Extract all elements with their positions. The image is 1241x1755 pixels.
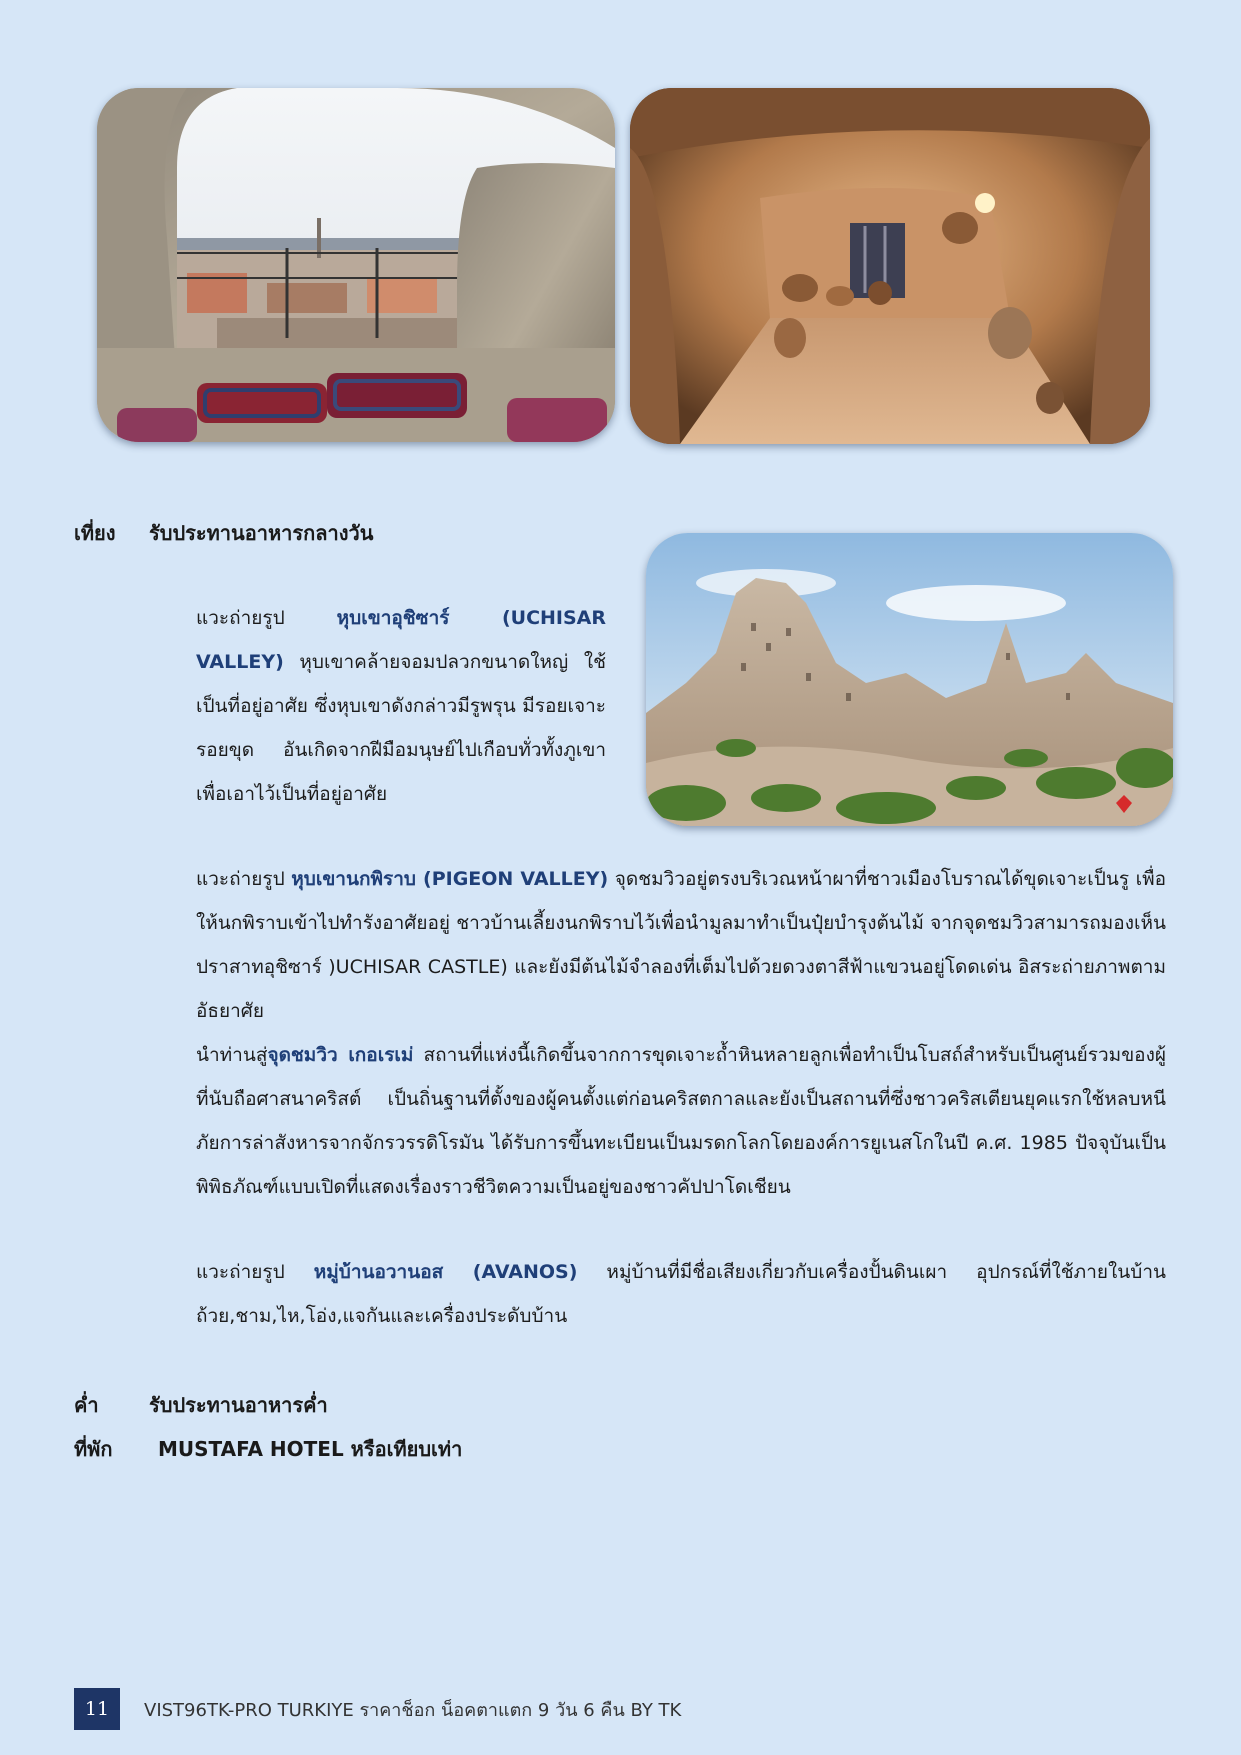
avanos-text: หมู่บ้านที่มีชื่อเสียงเกี่ยวกับเครื่องปั้นดินเผา อุปกรณ์ที่ใช้ภายในบ้าน ถ้วย,ชาม,ไห,โอ่ง,แจกันและเครื่องประดับบ้าน: [196, 1261, 1166, 1327]
goreme-intro: นำท่านสู่: [196, 1044, 268, 1066]
dinner-label: ค่ำ: [74, 1393, 99, 1417]
goreme-paragraph: [196, 1033, 1166, 1209]
uchisar-name: หุบเขาอุชิซาร์ (UCHISAR VALLEY): [196, 607, 606, 673]
lunch-label: เที่ยง: [74, 521, 116, 545]
uchisar-intro: แวะถ่ายรูป: [196, 607, 285, 629]
lunch-value: รับประทานอาหารกลางวัน: [149, 521, 374, 545]
uchisar-valley-paragraph: [196, 596, 606, 816]
cave-window-photo: [97, 88, 615, 442]
uchisar-text: หุบเขาคล้ายจอมปลวกขนาดใหญ่ ใช้เป็นที่อยู่อาศัย ซึ่งหุบเขาดังกล่าวมีรูพรุน มีรอยเจาะ รอยขุด อันเกิดจากฝีมือมนุษย์ไปเกือบทั่วทั้งภูเขา เพื่อเอาไว้เป็นที่อยู่อาศัย: [196, 651, 606, 805]
dinner-row: [74, 1389, 328, 1421]
hotel-row: [74, 1433, 463, 1465]
pigeon-text: จุดชมวิวอยู่ตรงบริเวณหน้าผาที่ชาวเมืองโบราณได้ขุดเจาะเป็นรู เพื่อให้นกพิราบเข้าไปทำรังอาศัยอยู่ ชาวบ้านเลี้ยงนกพิราบไว้เพื่อนำมูลมาทำเป็นปุ๋ยบำรุงต้นไม้ จากจุดชมวิวสามารถมองเห็นปราสาทอุชิซาร์ )UCHISAR CASTLE) และยังมีต้นไม้จำลองที่เต็มไปด้วยดวงตาสีฟ้าแขวนอยู่โดดเด่น อิสระถ่ายภาพตามอัธยาศัย: [196, 868, 1167, 1022]
footer-text: VIST96TK-PRO TURKIYE ราคาช็อก น็อคตาแตก 9 วัน 6 คืน BY TK: [144, 1699, 682, 1721]
pigeon-name: หุบเขานกพิราบ (PIGEON VALLEY): [291, 868, 609, 890]
page-number-badge: 11: [74, 1688, 120, 1730]
lunch-row: [74, 517, 374, 549]
uchisar-valley-photo: [646, 533, 1173, 826]
pigeon-intro: แวะถ่ายรูป: [196, 868, 285, 890]
goreme-text: สถานที่แห่งนี้เกิดขึ้นจากการขุดเจาะถ้ำหินหลายลูกเพื่อทำเป็นโบสถ์สำหรับเป็นศูนย์รวมของผู้ที่นับถือศาสนาคริสต์ เป็นถิ่นฐานที่ตั้งของผู้คนตั้งแต่ก่อนคริสตกาลและยังเป็นสถานที่ซึ่งชาวคริสเตียนยุคแรกใช้หลบหนีภัยการล่าสังหารจากจักรวรรดิโรมัน ได้รับการขึ้นทะเบียนเป็นมรดกโลกโดยองค์การยูเนสโกในปี ค.ศ. 1985 ปัจจุบันเป็นพิพิธภัณฑ์แบบเปิดที่แสดงเรื่องราวชีวิตความเป็นอยู่ของชาวคัปปาโดเชียน: [196, 1044, 1166, 1198]
underground-tunnel-photo: [630, 88, 1150, 444]
avanos-name: หมู่บ้านอวานอส (AVANOS): [313, 1261, 578, 1283]
uchisar-illustration: [646, 533, 1173, 826]
pigeon-valley-paragraph: [196, 857, 1166, 1033]
avanos-paragraph: [196, 1250, 1166, 1338]
cave-window-illustration: [97, 88, 615, 442]
avanos-intro: แวะถ่ายรูป: [196, 1261, 285, 1283]
hotel-value: MUSTAFA HOTEL หรือเทียบเท่า: [158, 1437, 463, 1461]
hotel-label: ที่พัก: [74, 1437, 113, 1461]
dinner-value: รับประทานอาหารค่ำ: [149, 1393, 328, 1417]
goreme-name: จุดชมวิว เกอเรเม่: [267, 1044, 414, 1066]
tunnel-illustration: [630, 88, 1150, 444]
page-footer: [74, 1688, 681, 1730]
